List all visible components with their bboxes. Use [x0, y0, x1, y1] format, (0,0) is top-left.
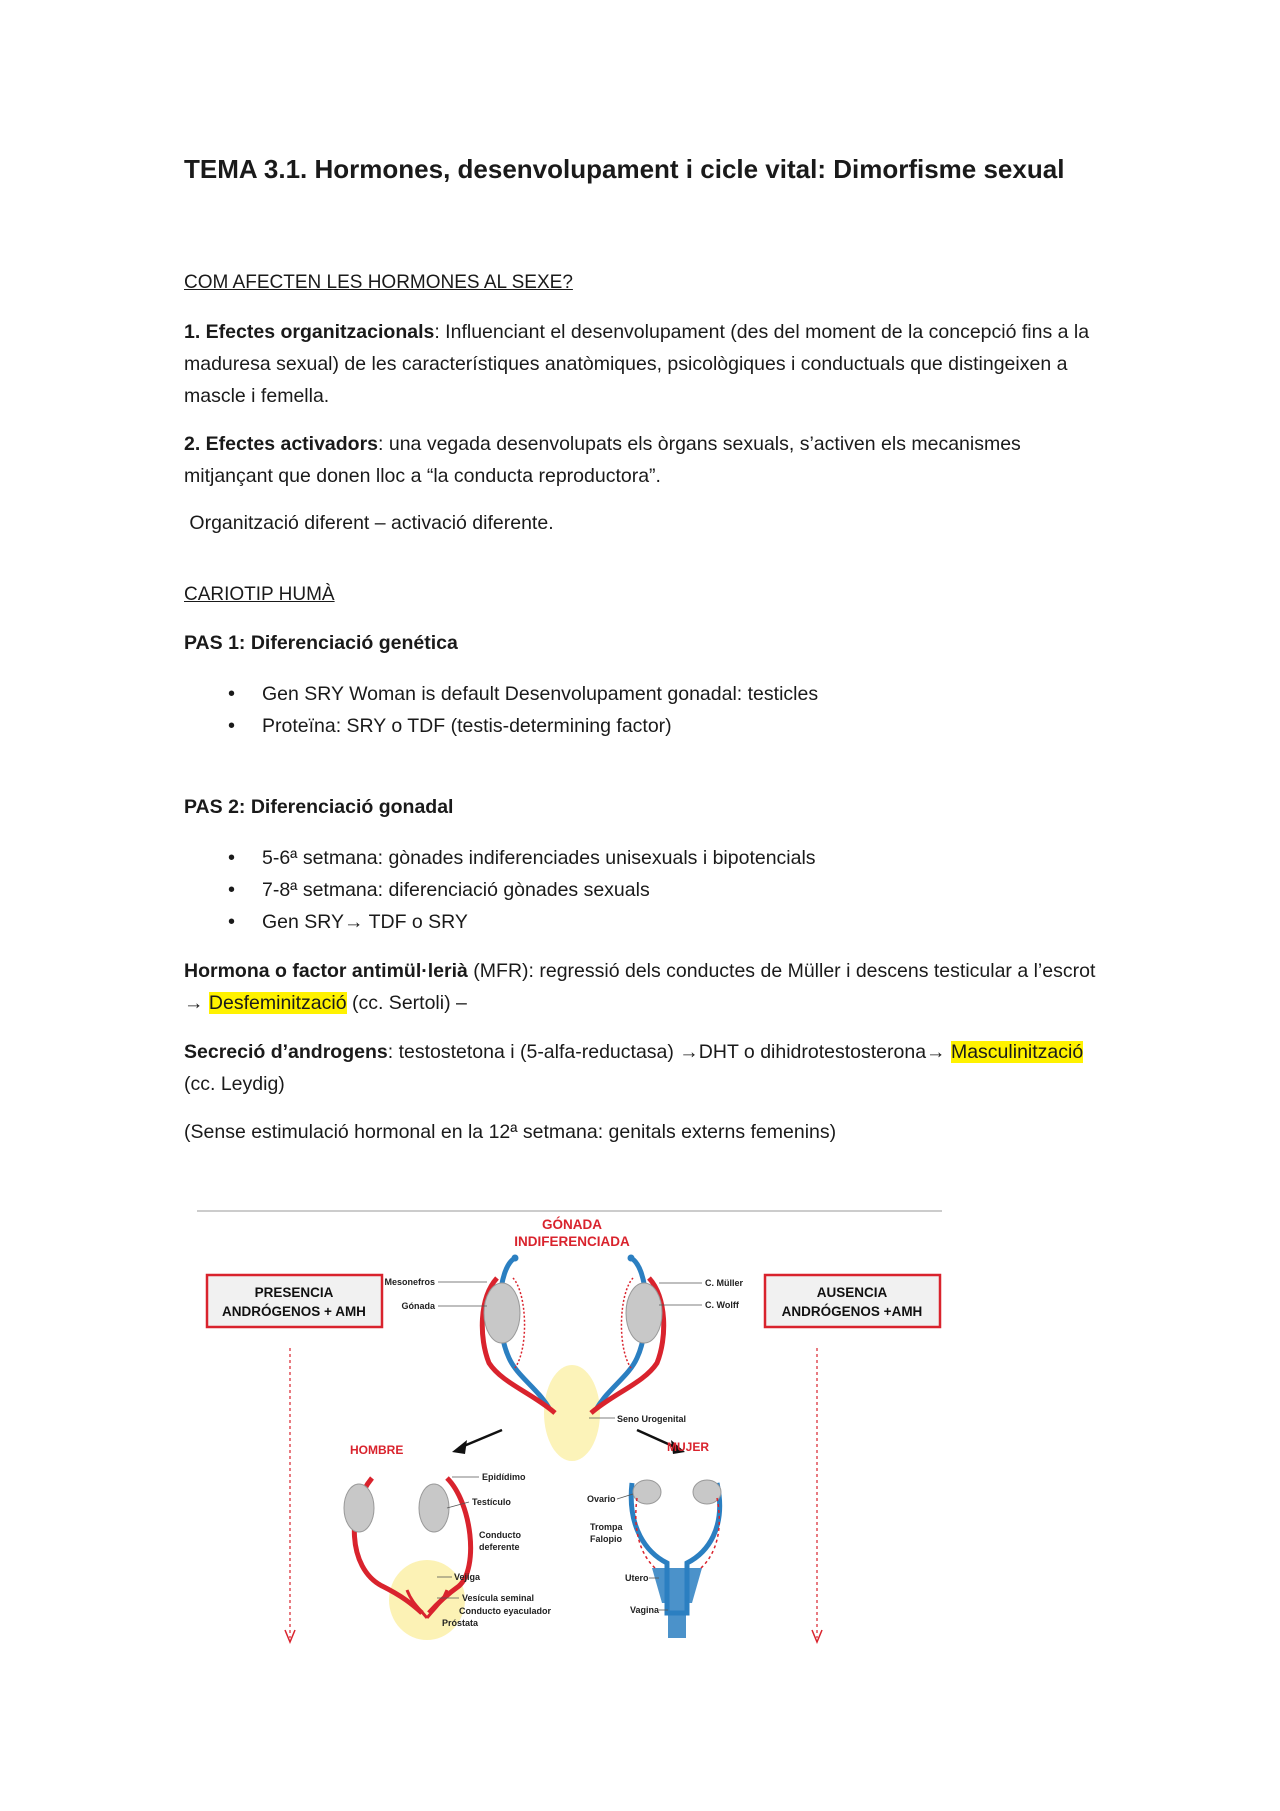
highlight-masculinitzacio: Masculinització: [950, 1041, 1084, 1063]
label-c-muller: C. Müller: [705, 1278, 744, 1288]
label-vagina: Vagina: [630, 1605, 660, 1615]
paragraph-amh: [184, 955, 1114, 1019]
presencia-label-1: PRESENCIA: [254, 1285, 334, 1300]
ausencia-label-1: AUSENCIA: [816, 1285, 888, 1300]
gonad-differentiation-diagram: [197, 1208, 947, 1658]
page-title: TEMA 3.1. Hormones, desenvolupament i cicle vital: Dimorfisme sexual: [184, 154, 1065, 184]
text-androgens-2: (cc. Leydig): [184, 1073, 285, 1095]
presencia-label-2: ANDRÓGENOS + AMH: [222, 1304, 366, 1319]
male-reproductive-illustration: [344, 1478, 471, 1640]
list-item: • 5-6ª setmana: gònades indiferenciades unisexuals i bipotencials: [184, 842, 816, 874]
label-utero: Utero: [625, 1573, 649, 1583]
pas2-title: PAS 2: Diferenciació gonadal: [184, 796, 454, 818]
paragraph-androgens: [184, 1036, 1114, 1100]
label-conducto-deferente-1: Conducto: [479, 1530, 521, 1540]
label-mujer: MUJER: [667, 1440, 710, 1454]
list-item: • 7-8ª setmana: diferenciació gònades sexuals: [184, 874, 816, 906]
label-vejiga: Vejiga: [454, 1572, 481, 1582]
label-epididimo: Epidídimo: [482, 1472, 526, 1482]
paragraph-activadors: [184, 428, 1114, 492]
text-activadors: : una vegada desenvolupats els òrgans sexuals, s’activen els mecanismes mitjançant que donen lloc a “la conducta reproductora”.: [184, 433, 1021, 487]
label-c-wolff: C. Wolff: [705, 1300, 739, 1310]
pas1-title: PAS 1: Diferenciació genética: [184, 632, 458, 654]
indifferent-gonad-illustration: [482, 1255, 663, 1462]
ausencia-label-2: ANDRÓGENOS +AMH: [781, 1304, 923, 1319]
label-testiculo: Testículo: [472, 1497, 511, 1507]
presencia-box: [207, 1275, 382, 1327]
label-hombre: HOMBRE: [350, 1443, 404, 1457]
pas2-list: [184, 842, 816, 938]
highlight-desfeminitzacio: Desfeminització: [208, 992, 347, 1014]
label-seno-urogenital: Seno Urogenital: [617, 1414, 687, 1424]
figure-title-line2: INDIFERENCIADA: [514, 1234, 630, 1249]
section-heading-hormones: COM AFECTEN LES HORMONES AL SEXE?: [184, 272, 573, 293]
text-androgens-1: : testostetona i (5-alfa-reductasa) →DHT o dihidrotestosterona→: [387, 1041, 951, 1063]
label-conducto-deferente-2: deferente: [479, 1542, 520, 1552]
pas1-list: [184, 678, 818, 742]
list-item: • Gen SRY Woman is default Desenvolupament gonadal: testicles: [184, 678, 818, 710]
label-ovario: Ovario: [587, 1494, 616, 1504]
section-heading-cariotip: CARIOTIP HUMÀ: [184, 584, 335, 605]
label-conducto-eyaculador: Conducto eyaculador: [459, 1606, 552, 1616]
term-activadors: 2. Efectes activadors: [184, 433, 379, 455]
paragraph-organitzacionals: [184, 316, 1114, 412]
label-trompa-1: Trompa: [590, 1522, 623, 1532]
paragraph-note: (Sense estimulació hormonal en la 12ª setmana: genitals externs femenins): [184, 1121, 837, 1143]
text-amh-2: (cc. Sertoli) –: [346, 992, 467, 1014]
figure-title-line1: GÓNADA: [542, 1217, 602, 1232]
label-trompa-2: Falopio: [590, 1534, 622, 1544]
ausencia-box: [765, 1275, 940, 1327]
text-organitzacionals: : Influenciant el desenvolupament (des del moment de la concepció fins a la maduresa sexual) de les característiques anatòmiques, psicològiques i conductuals que distingeixen a mascle i femella.: [184, 321, 1090, 407]
label-prostata: Próstata: [442, 1618, 479, 1628]
term-organitzacionals: 1. Efectes organitzacionals: [184, 321, 435, 343]
term-androgens: Secreció d’androgens: [184, 1041, 388, 1063]
list-item: • Gen SRY→ TDF o SRY: [184, 906, 816, 938]
text-amh-1: (MFR): regressió dels conductes de Müller i descens testicular a l’escrot →: [184, 960, 1096, 1014]
term-amh: Hormona o factor antimül·lerià: [184, 960, 468, 982]
label-gonada: Gónada: [401, 1301, 435, 1311]
paragraph-organitzacio: Organització diferent – activació diferente.: [184, 512, 554, 534]
list-item: • Proteïna: SRY o TDF (testis-determining factor): [184, 710, 818, 742]
label-mesonefros: Mesonefros: [384, 1277, 435, 1287]
label-vesicula-seminal: Vesícula seminal: [462, 1593, 535, 1603]
